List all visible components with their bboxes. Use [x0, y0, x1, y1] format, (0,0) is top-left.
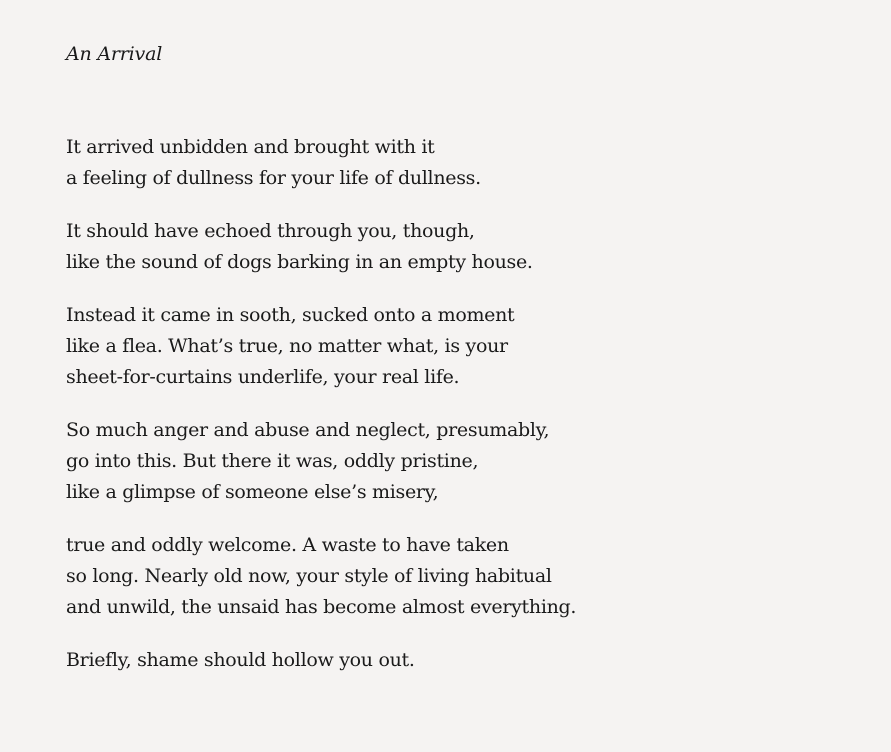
poem-body [66, 132, 891, 676]
poem-line: Briefly, shame should hollow you out. [66, 649, 415, 671]
poem-line: so long. Nearly old now, your style of living habitual [66, 565, 552, 587]
stanza-5 [66, 530, 891, 623]
poem-line: Instead it came in sooth, sucked onto a moment [66, 304, 515, 326]
poem-line: like a flea. What’s true, no matter what, is your [66, 335, 508, 357]
stanza-2 [66, 216, 891, 278]
poem-line: true and oddly welcome. A waste to have taken [66, 534, 509, 556]
poem-line: and unwild, the unsaid has become almost everything. [66, 596, 577, 618]
stanza-1 [66, 132, 891, 194]
stanza-3 [66, 300, 891, 393]
poem-line: a feeling of dullness for your life of dullness. [66, 167, 481, 189]
poem-line: It arrived unbidden and brought with it [66, 136, 435, 158]
poem-line: It should have echoed through you, though, [66, 220, 475, 242]
poem-line: go into this. But there it was, oddly pristine, [66, 450, 479, 472]
poem-line: So much anger and abuse and neglect, presumably, [66, 419, 550, 441]
poem-line: sheet-for-curtains underlife, your real life. [66, 366, 460, 388]
poem-line: like the sound of dogs barking in an empty house. [66, 251, 533, 273]
stanza-6 [66, 645, 891, 676]
stanza-4 [66, 415, 891, 508]
poem-line: like a glimpse of someone else’s misery, [66, 481, 439, 503]
poem-title: An Arrival [66, 43, 163, 65]
